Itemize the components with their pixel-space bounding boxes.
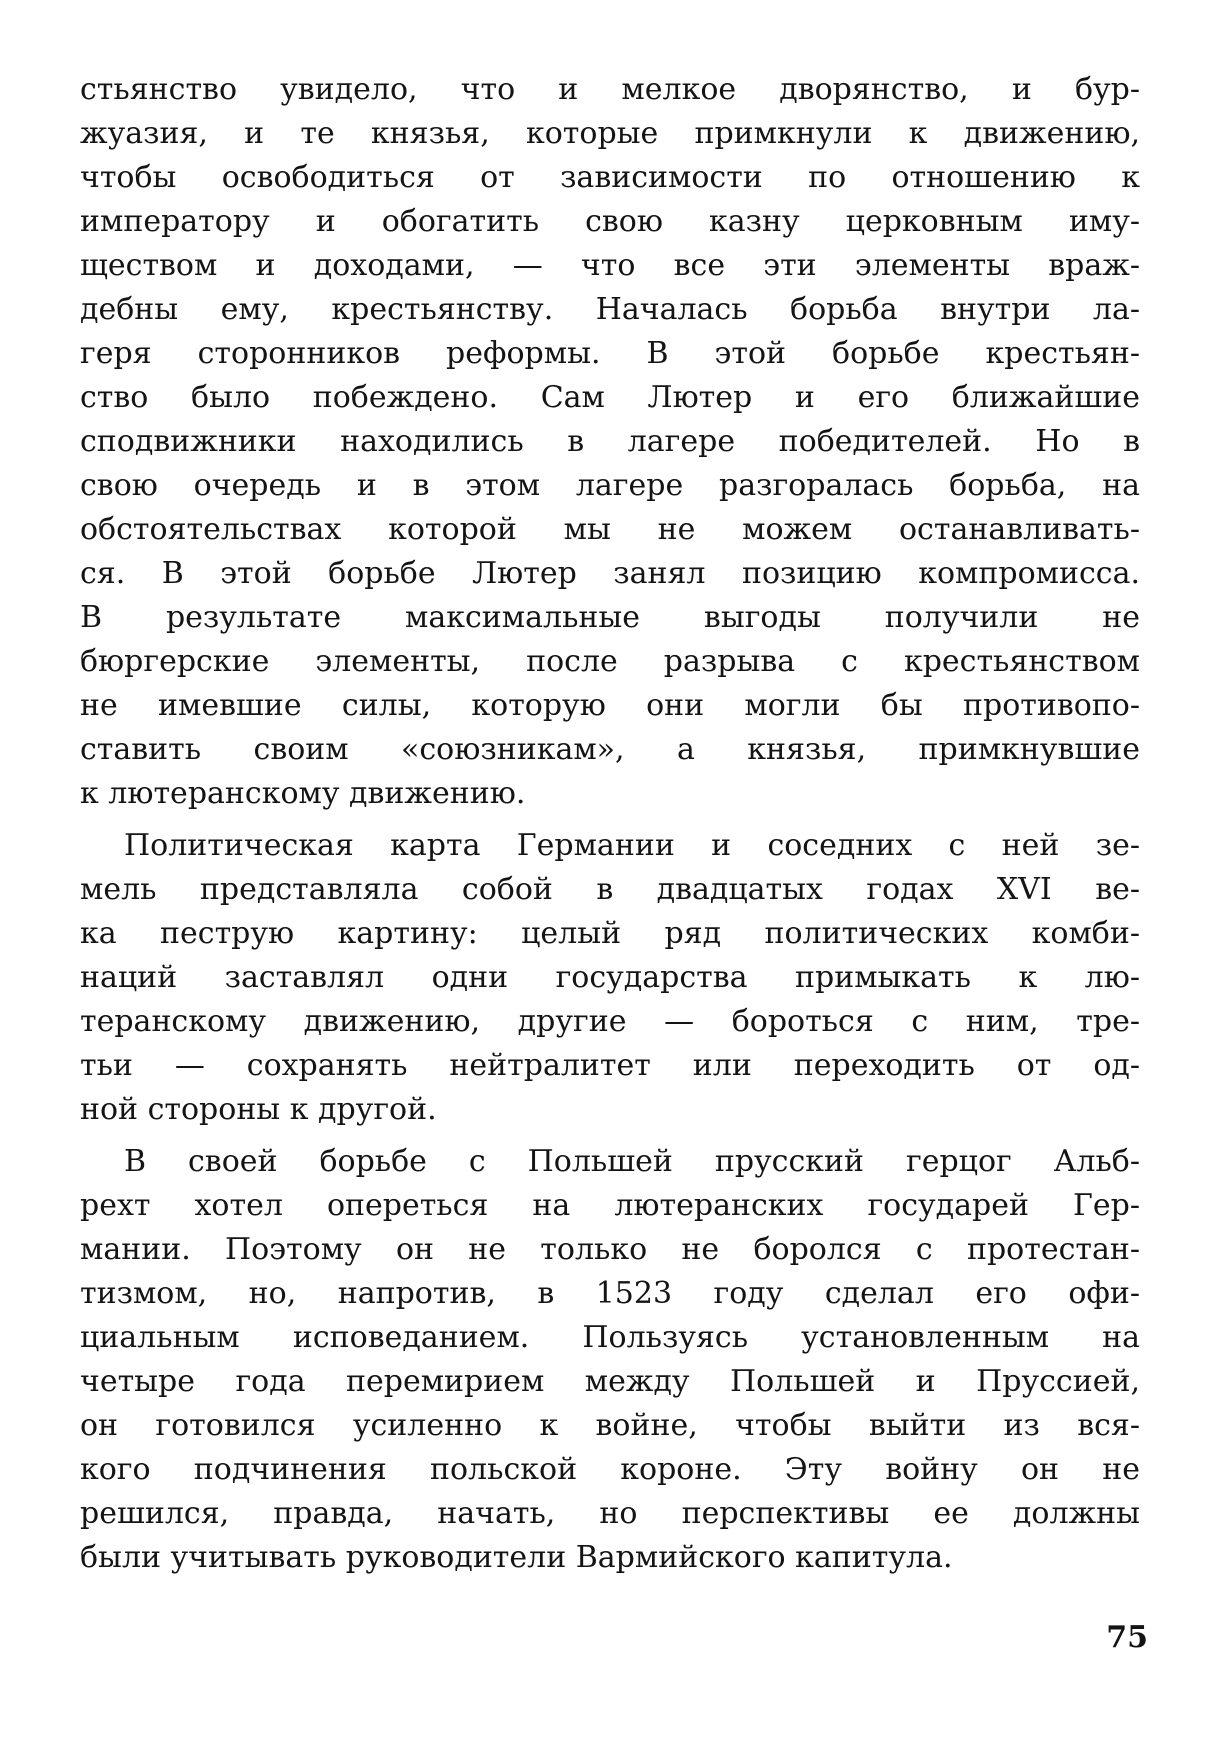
text-line: он готовился усиленно к войне, чтобы выйти из вся- (80, 1408, 1140, 1443)
paragraph-gap (80, 1132, 1140, 1140)
text-line: мель представляла собой в двадцатых годах XVI ве- (80, 872, 1140, 907)
paragraph-1 (80, 68, 1140, 816)
text-line: бюргерские элементы, после разрыва с крестьянством (80, 644, 1140, 679)
text-line: к лютеранскому движению. (80, 776, 526, 811)
text-line: ство было побеждено. Сам Лютер и его ближайшие (80, 380, 1140, 415)
text-line: тизмом, но, напротив, в 1523 году сделал его офи- (80, 1276, 1140, 1311)
text-line: дебны ему, крестьянству. Началась борьба внутри ла- (80, 292, 1140, 327)
text-line: наций заставлял одни государства примыкать к лю- (80, 960, 1140, 995)
text-line: тьи — сохранять нейтралитет или переходить от од- (80, 1048, 1140, 1083)
text-line: В результате максимальные выгоды получили не (80, 600, 1140, 635)
text-line: четыре года перемирием между Польшей и Пруссией, (80, 1364, 1140, 1399)
text-line: Политическая карта Германии и соседних с ней зе- (124, 828, 1140, 863)
text-line: ной стороны к другой. (80, 1092, 437, 1127)
text-line: решился, правда, начать, но перспективы ее должны (80, 1496, 1140, 1531)
paragraph-2 (80, 824, 1140, 1132)
text-line: кого подчинения польской короне. Эту войну он не (80, 1452, 1140, 1487)
paragraph-3 (80, 1140, 1140, 1580)
text-line: ществом и доходами, — что все эти элементы враж- (80, 248, 1140, 283)
text-line: ка пеструю картину: целый ряд политических комби- (80, 916, 1140, 951)
text-line: жуазия, и те князья, которые примкнули к движению, (80, 116, 1140, 151)
text-line: обстоятельствах которой мы не можем останавливать- (80, 512, 1140, 547)
page-number: 75 (1106, 1620, 1148, 1655)
text-line: ся. В этой борьбе Лютер занял позицию компромисса. (80, 556, 1140, 591)
text-line: чтобы освободиться от зависимости по отношению к (80, 160, 1140, 195)
text-line: сподвижники находились в лагере победителей. Но в (80, 424, 1140, 459)
text-line: рехт хотел опереться на лютеранских государей Гер- (80, 1188, 1140, 1223)
text-line: В своей борьбе с Польшей прусский герцог Альб- (124, 1144, 1140, 1179)
text-line: императору и обогатить свою казну церковным иму- (80, 204, 1140, 239)
body-text (80, 68, 1140, 1580)
text-line: теранскому движению, другие — бороться с ним, тре- (80, 1004, 1140, 1039)
text-line: свою очередь и в этом лагере разгоралась борьба, на (80, 468, 1140, 503)
text-line: мании. Поэтому он не только не боролся с протестан- (80, 1232, 1140, 1267)
text-line: циальным исповеданием. Пользуясь установленным на (80, 1320, 1140, 1355)
text-line: геря сторонников реформы. В этой борьбе крестьян- (80, 336, 1140, 371)
text-line: стьянство увидело, что и мелкое дворянство, и бур- (80, 72, 1140, 107)
text-line: не имевшие силы, которую они могли бы противопо- (80, 688, 1140, 723)
paragraph-gap (80, 816, 1140, 824)
text-line: ставить своим «союзникам», а князья, примкнувшие (80, 732, 1140, 767)
text-line: были учитывать руководители Вармийского капитула. (80, 1540, 953, 1575)
